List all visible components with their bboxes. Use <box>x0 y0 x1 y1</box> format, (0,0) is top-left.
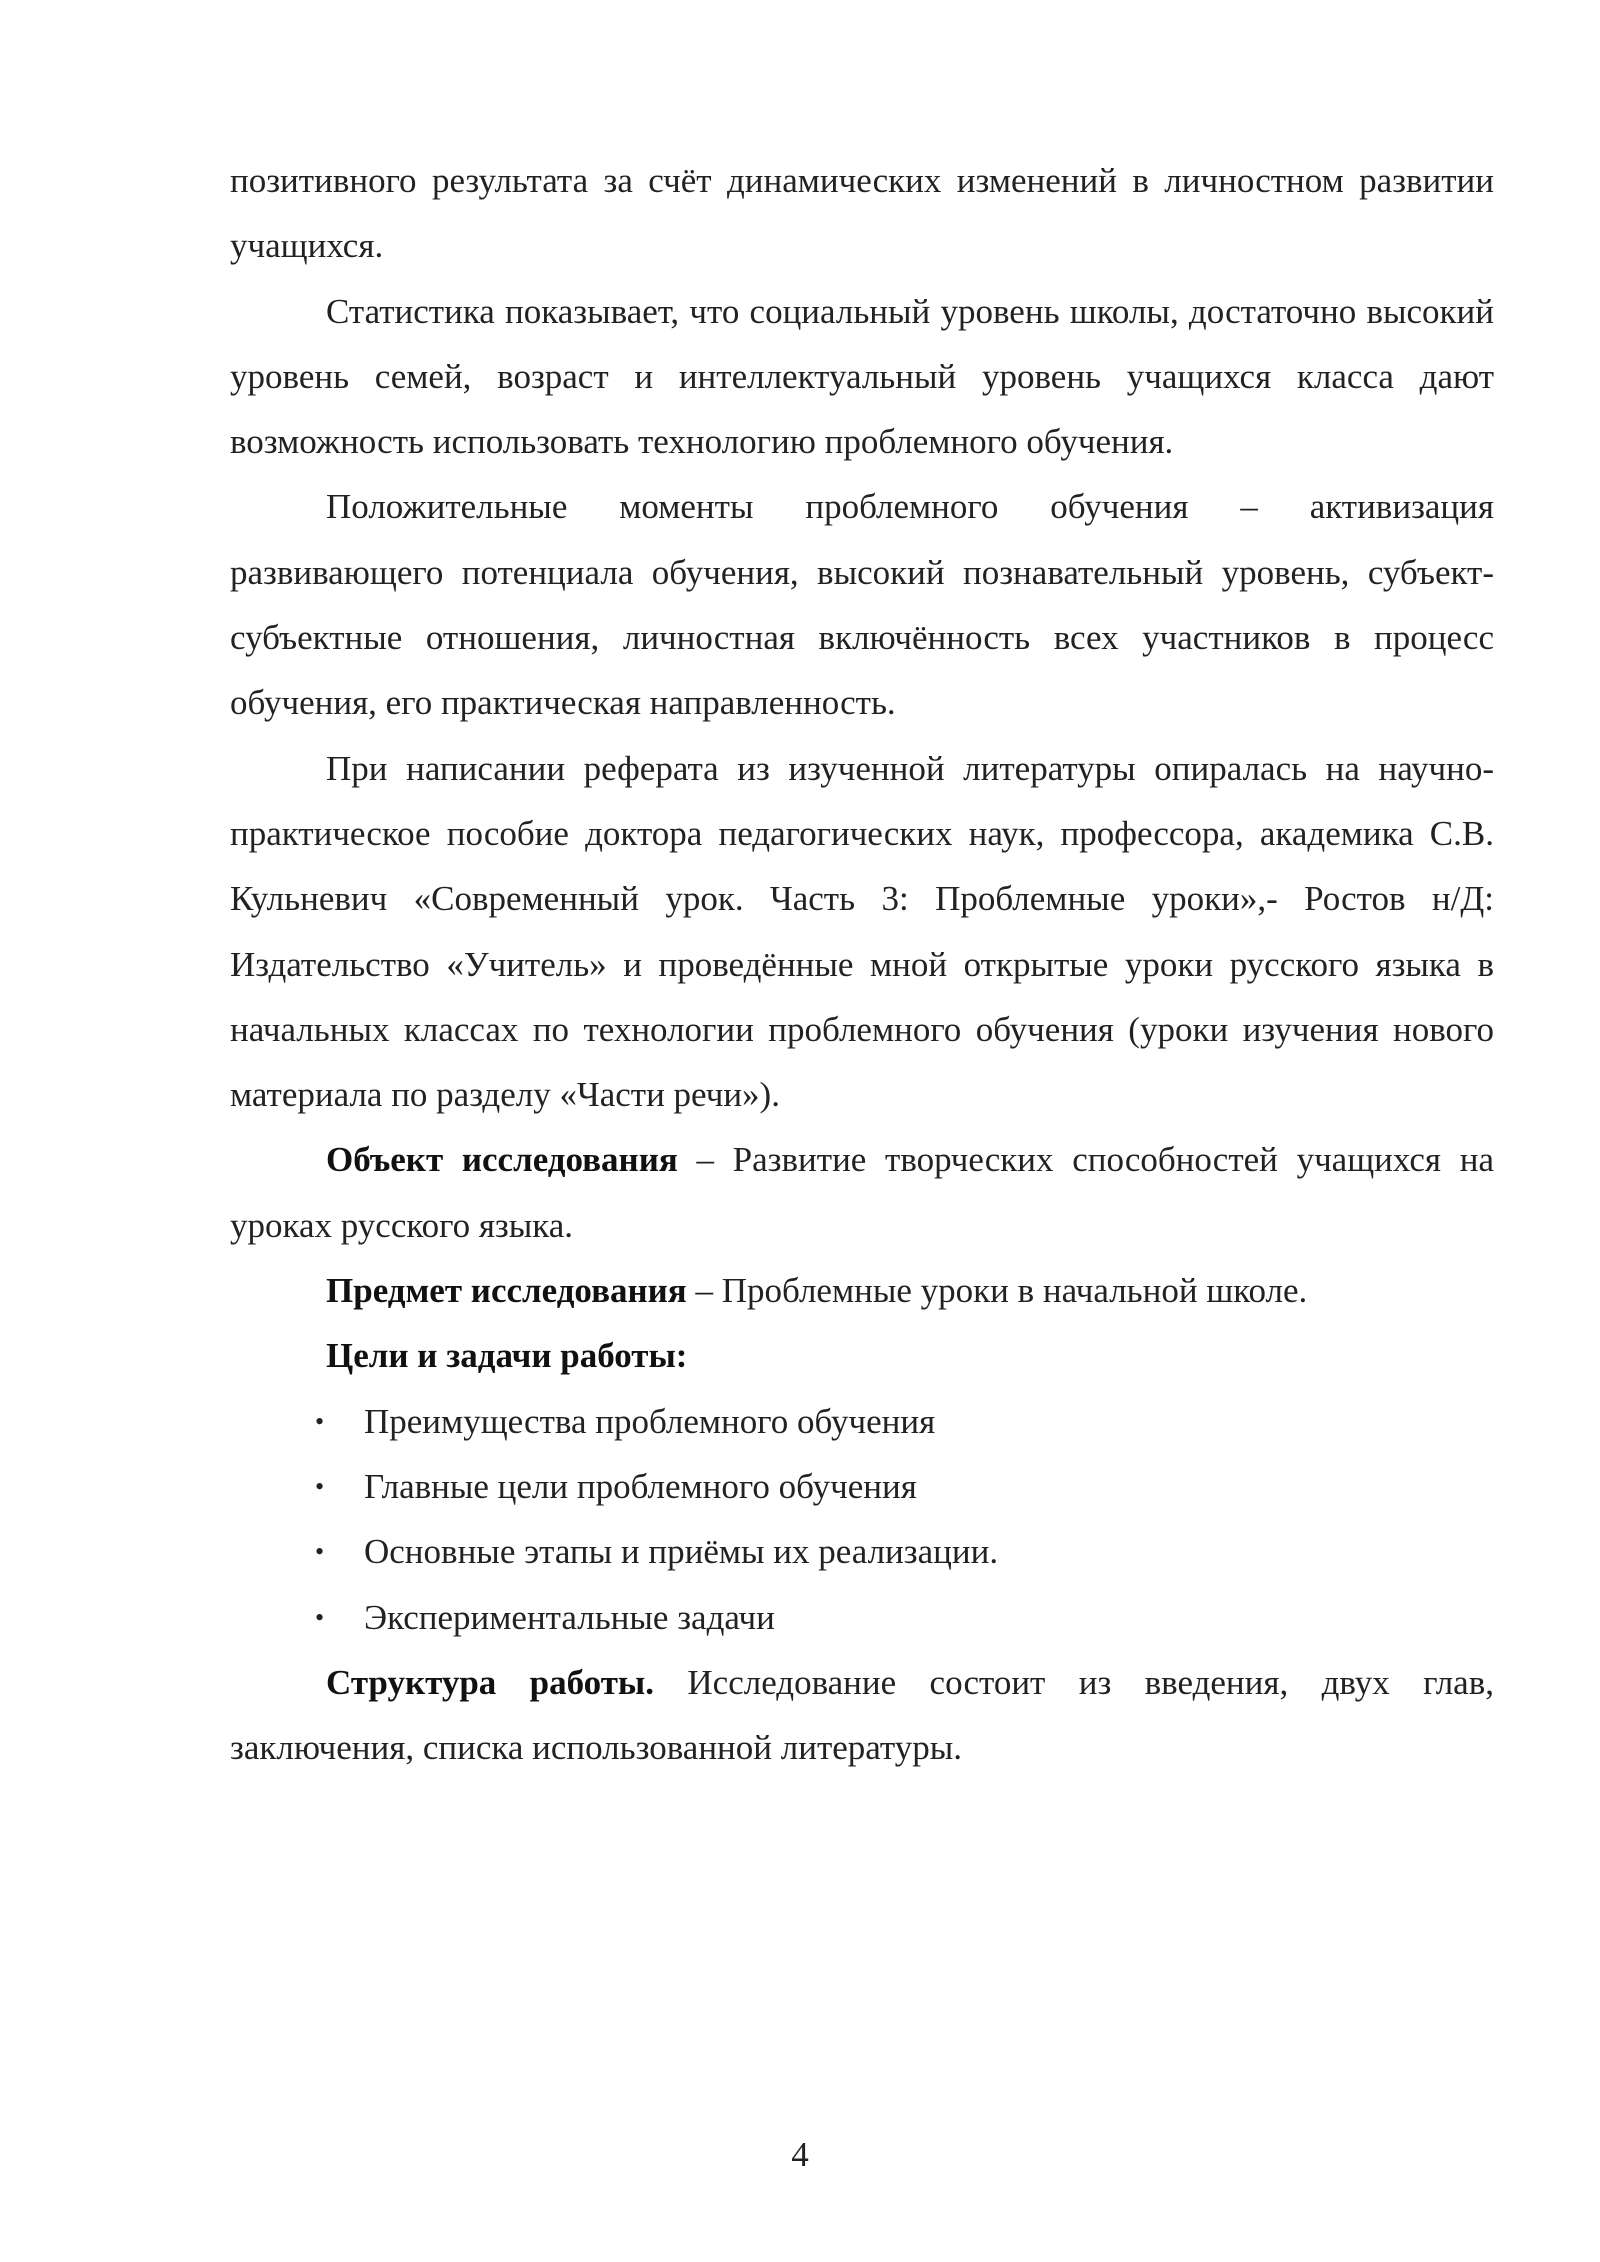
bullet-icon: • <box>315 1406 325 1436</box>
paragraph-continuation: позитивного результата за счёт динамических изменений в личностном развитии учащихся. <box>230 161 1494 266</box>
goals-list-item-text: Основные этапы и приёмы их реализации. <box>364 1532 999 1572</box>
goals-list-item <box>315 1519 1494 1584</box>
paragraph-statistics: Статистика показывает, что социальный уровень школы, достаточно высокий уровень семей, возраст и интеллектуальный уровень учащихся класса дают возможность использовать технологию проблемного обучения. <box>230 291 1494 462</box>
bullet-icon: • <box>315 1471 325 1501</box>
paragraph-literature: При написании реферата из изученной литературы опиралась на научно-практическое пособие доктора педагогических наук, профессора, академика С.В. Кульневич «Современный урок. Часть 3: Проблемные уроки»,- Ростов н/Д: Издательство «Учитель» и проведённые мной открытые уроки русского языка в начальных классах по технологии проблемного обучения (уроки изучения нового материала по разделу «Части речи»). <box>230 748 1494 1115</box>
goals-list-item-text: Главные цели проблемного обучения <box>364 1466 917 1506</box>
goals-list-item-text: Преимущества проблемного обучения <box>364 1401 936 1441</box>
goals-list-item <box>315 1389 1494 1454</box>
goals-list-item <box>315 1454 1494 1519</box>
goals-list-item <box>315 1585 1494 1650</box>
goals-heading: Цели и задачи работы: <box>326 1336 688 1376</box>
research-object-label: Объект исследования <box>326 1140 678 1180</box>
work-structure-text: Исследование состоит из введения, двух глав, заключения, списка использованной литературы. <box>230 1662 1494 1768</box>
research-subject <box>230 1258 1494 1323</box>
bullet-icon: • <box>315 1602 325 1632</box>
page-number: 4 <box>791 2135 809 2174</box>
research-object <box>230 1127 1494 1258</box>
work-structure <box>230 1650 1494 1781</box>
document-page <box>230 148 1494 1780</box>
research-subject-text: – Проблемные уроки в начальной школе. <box>686 1271 1308 1311</box>
paragraph-positive-aspects: Положительные моменты проблемного обучения – активизация развивающего потенциала обучения, высокий познавательный уровень, субъект-субъектные отношения, личностная включённость всех участников в процесс обучения, его практическая направленность. <box>230 487 1494 723</box>
goals-list <box>230 1389 1494 1650</box>
work-structure-label: Структура работы. <box>326 1662 654 1702</box>
research-object-text: – Развитие творческих способностей учащихся на уроках русского языка. <box>230 1140 1494 1245</box>
goals-list-item-text: Экспериментальные задачи <box>364 1597 775 1637</box>
research-subject-label: Предмет исследования <box>326 1271 687 1311</box>
bullet-icon: • <box>315 1537 325 1567</box>
